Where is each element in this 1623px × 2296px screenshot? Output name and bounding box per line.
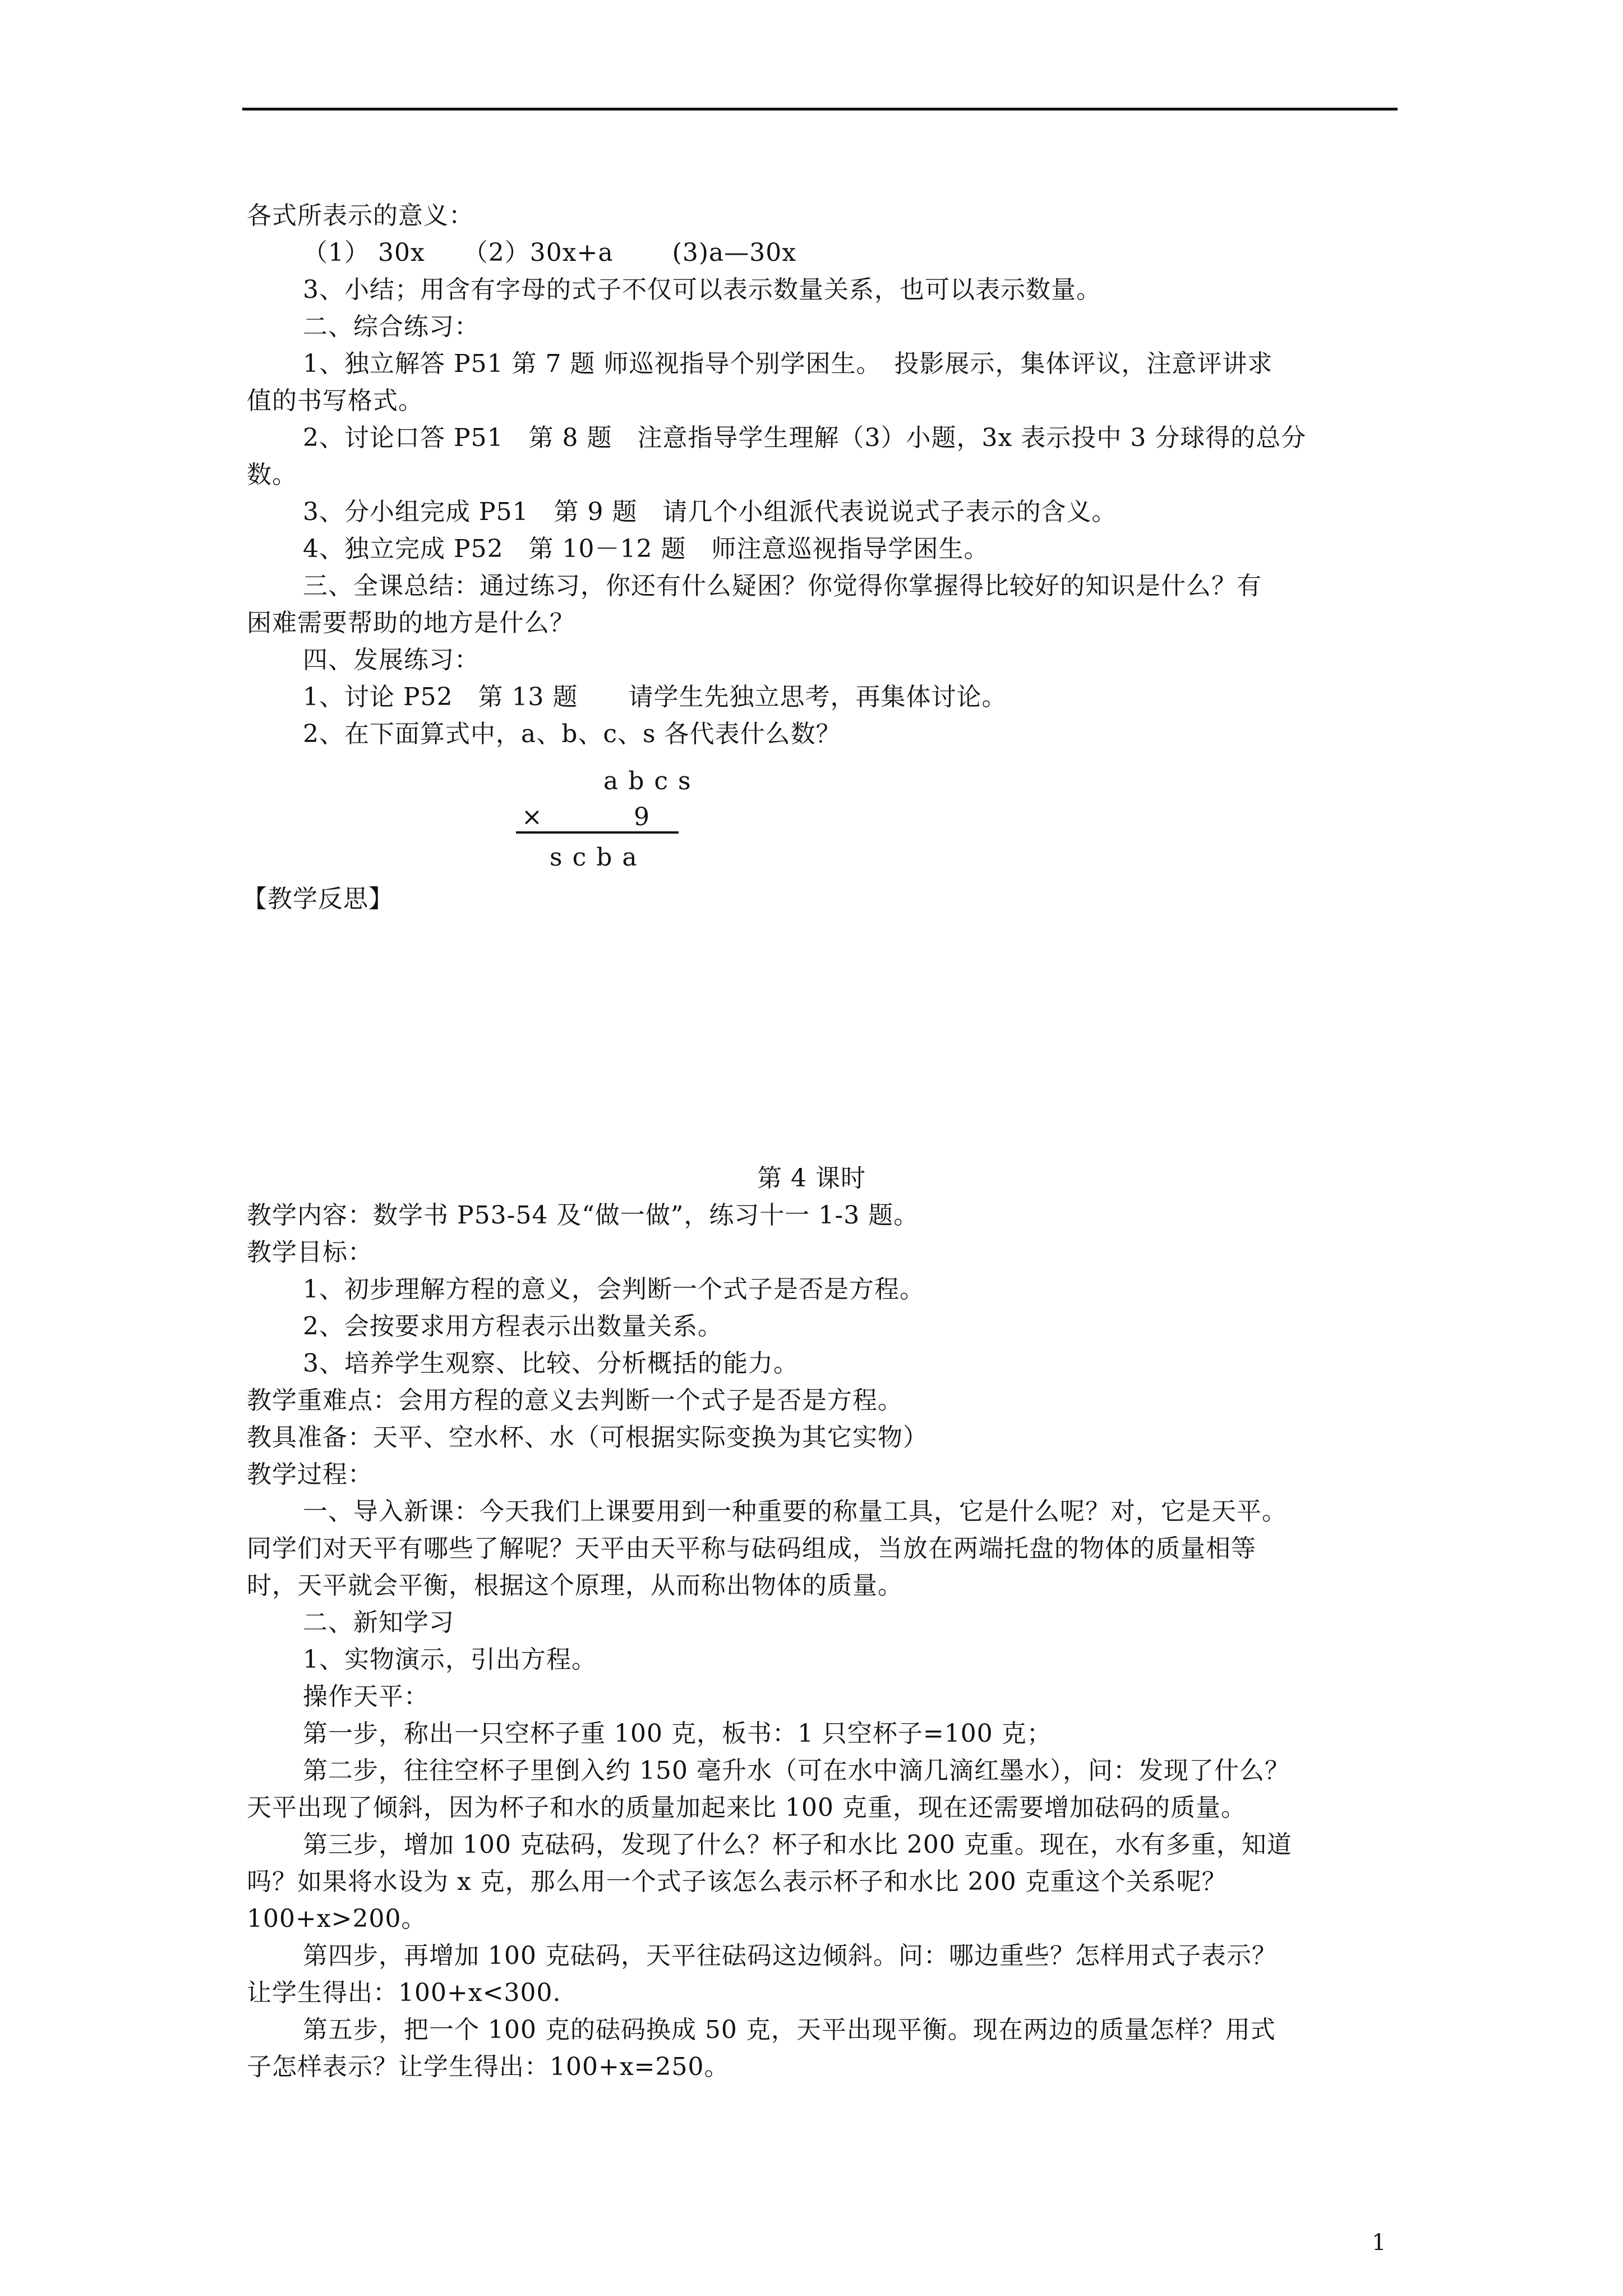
text-line: 教学过程： bbox=[247, 1460, 373, 1489]
text-line: 操作天平： bbox=[303, 1682, 429, 1711]
equation-rule bbox=[516, 831, 679, 834]
reflection-heading: 【教学反思】 bbox=[242, 885, 394, 913]
text-line: 同学们对天平有哪些了解呢？天平由天平称与砝码组成，当放在两端托盘的物体的质量相等 bbox=[247, 1534, 1256, 1563]
text-line: 2、会按要求用方程表示出数量关系。 bbox=[303, 1312, 723, 1341]
lesson-title: 第 4 课时 bbox=[757, 1164, 866, 1193]
text-line: 各式所表示的意义： bbox=[247, 201, 474, 230]
text-line: 子怎样表示？让学生得出：100+x=250。 bbox=[247, 2053, 730, 2081]
text-line: 天平出现了倾斜，因为杯子和水的质量加起来比 100 克重，现在还需要增加砝码的质量。 bbox=[247, 1793, 1246, 1822]
text-line: 2、讨论口答 P51 第 8 题 注意指导学生理解（3）小题，3x 表示投中 3 分球得的总分 bbox=[303, 424, 1307, 452]
text-line: 二、新知学习 bbox=[303, 1608, 454, 1637]
text-line: 4、独立完成 P52 第 10－12 题 师注意巡视指导学困生。 bbox=[303, 535, 989, 563]
text-line: 第五步，把一个 100 克的砝码换成 50 克，天平出现平衡。现在两边的质量怎样？用式 bbox=[303, 2016, 1276, 2044]
text-line: 教具准备：天平、空水杯、水（可根据实际变换为其它实物） bbox=[247, 1423, 928, 1452]
text-line: 让学生得出：100+x<300. bbox=[247, 1978, 561, 2007]
text-line: （1） 30x （2）30x+a (3)a—30x bbox=[303, 238, 797, 267]
text-line: 第二步，往往空杯子里倒入约 150 毫升水（可在水中滴几滴红墨水），问：发现了什么？ bbox=[303, 1756, 1290, 1785]
equation-result: scba bbox=[550, 843, 647, 872]
text-line: 三、全课总结：通过练习，你还有什么疑困？你觉得你掌握得比较好的知识是什么？有 bbox=[303, 572, 1262, 600]
text-line: 2、在下面算式中，a、b、c、s 各代表什么数？ bbox=[303, 720, 841, 748]
header-rule bbox=[242, 108, 1398, 111]
text-line: 1、独立解答 P51 第 7 题 师巡视指导个别学困生。 投影展示，集体评议，注意评讲求 bbox=[303, 349, 1273, 378]
text-line: 1、讨论 P52 第 13 题 请学生先独立思考，再集体讨论。 bbox=[303, 683, 1007, 711]
text-line: 一、导入新课：今天我们上课要用到一种重要的称量工具，它是什么呢？对，它是天平。 bbox=[303, 1497, 1287, 1526]
equation-times-sign: × bbox=[522, 803, 543, 831]
text-line: 四、发展练习： bbox=[303, 646, 479, 674]
text-line: 第三步，增加 100 克砝码，发现了什么？杯子和水比 200 克重。现在，水有多重，知道 bbox=[303, 1830, 1292, 1859]
text-line: 3、分小组完成 P51 第 9 题 请几个小组派代表说说式子表示的含义。 bbox=[303, 498, 1117, 526]
text-line: 教学内容：数学书 P53-54 及“做一做”，练习十一 1-3 题。 bbox=[247, 1201, 919, 1230]
text-line: 第四步，再增加 100 克砝码，天平往砝码这边倾斜。问：哪边重些？怎样用式子表示？ bbox=[303, 1941, 1277, 1970]
text-line: 教学重难点：会用方程的意义去判断一个式子是否是方程。 bbox=[247, 1386, 903, 1415]
text-line: 100+x>200。 bbox=[247, 1904, 427, 1933]
text-line: 数。 bbox=[247, 461, 297, 489]
text-line: 值的书写格式。 bbox=[247, 386, 423, 415]
page-number: 1 bbox=[1372, 2230, 1386, 2256]
text-line: 困难需要帮助的地方是什么？ bbox=[247, 609, 575, 637]
text-line: 3、培养学生观察、比较、分析概括的能力。 bbox=[303, 1349, 799, 1378]
text-line: 教学目标： bbox=[247, 1238, 373, 1267]
text-line: 二、综合练习： bbox=[303, 312, 479, 341]
equation-multiplier: 9 bbox=[634, 803, 650, 831]
text-line: 1、初步理解方程的意义，会判断一个式子是否是方程。 bbox=[303, 1275, 925, 1304]
text-line: 时，天平就会平衡，根据这个原理，从而称出物体的质量。 bbox=[247, 1571, 903, 1600]
text-line: 3、小结；用含有字母的式子不仅可以表示数量关系，也可以表示数量。 bbox=[303, 275, 1101, 304]
text-line: 1、实物演示，引出方程。 bbox=[303, 1645, 597, 1674]
equation-multiplicand: abcs bbox=[603, 767, 701, 795]
text-line: 第一步，称出一只空杯子重 100 克，板书：1 只空杯子=100 克； bbox=[303, 1719, 1052, 1748]
text-line: 吗？如果将水设为 x 克，那么用一个式子该怎么表示杯子和水比 200 克重这个关系呢？ bbox=[247, 1867, 1227, 1896]
